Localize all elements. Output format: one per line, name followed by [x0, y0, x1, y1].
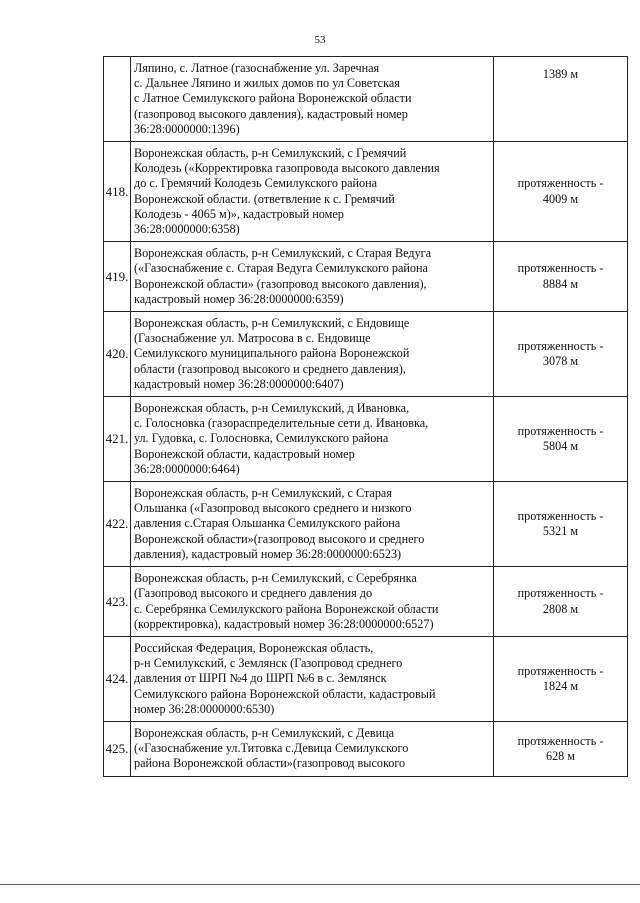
length-value: 8884 м [542, 276, 579, 291]
object-length [494, 567, 628, 637]
object-length [494, 142, 628, 242]
table-row [104, 567, 628, 637]
length-value: 628 м [545, 748, 576, 763]
description-line: до с. Гремячий Колодезь Семилукского района [134, 176, 378, 191]
length-label: протяженность - [517, 663, 604, 678]
length-label: протяженность - [517, 338, 604, 353]
description-line: Колодезь («Корректировка газопровода высокого давления [134, 161, 440, 176]
description-line: давления с.Старая Ольшанка Семилукского района [134, 516, 401, 531]
object-description [131, 312, 494, 397]
description-line: 36:28:0000000:6464) [134, 461, 240, 476]
description-line: 36:28:0000000:6358) [134, 222, 240, 237]
description-line: («Газоснабжение ул.Титовка с.Девица Семилукского [134, 741, 409, 756]
description-line: Воронежской области, кадастровый номер [134, 446, 355, 461]
object-length [494, 397, 628, 482]
description-line: (корректировка), кадастровый номер 36:28:0000000:6527) [134, 616, 434, 631]
description-line: Воронежская область, р-н Семилукский, с Девица [134, 725, 395, 740]
table-row [104, 142, 628, 242]
registry-table [103, 56, 628, 777]
table-row [104, 721, 628, 776]
description-line: Воронежской области» (газопровод высокого давления), [134, 276, 427, 291]
length-value: 3078 м [542, 354, 579, 369]
description-line: Воронежская область, р-н Семилукский, с Старая [134, 486, 392, 501]
table-row [104, 312, 628, 397]
description-line: (Газоснабжение ул. Матросова в с. Ендовище [134, 331, 371, 346]
length-value: 4009 м [542, 191, 579, 206]
object-description [131, 57, 494, 142]
description-line: Ольшанка («Газопровод высокого среднего и низкого [134, 501, 412, 516]
length-label: протяженность - [517, 261, 604, 276]
object-length [494, 482, 628, 567]
table-row [104, 57, 628, 142]
description-line: Воронежской области»(газопровод высокого и среднего [134, 531, 425, 546]
object-description [131, 636, 494, 721]
object-description [131, 142, 494, 242]
object-length [494, 721, 628, 776]
length-value: 1389 м [542, 67, 579, 81]
description-line: ул. Гудовка, с. Голосновка, Семилукского района [134, 431, 389, 446]
object-length [494, 242, 628, 312]
description-line: Семилукского муниципального района Воронежской [134, 346, 410, 361]
description-line: кадастровый номер 36:28:0000000:6359) [134, 291, 344, 306]
object-description [131, 242, 494, 312]
table-row [104, 482, 628, 567]
description-line: Воронежская область, р-н Семилукский, с Старая Ведуга [134, 246, 432, 261]
page-bottom-rule [0, 884, 640, 885]
length-label: протяженность - [517, 423, 604, 438]
description-line: Воронежская область, р-н Семилукский, с Ендовище [134, 316, 410, 331]
description-line: с. Дальнее Ляпино и жилых домов по ул Советская [134, 76, 400, 91]
length-value: 1824 м [542, 678, 579, 693]
table-row [104, 397, 628, 482]
object-length [494, 636, 628, 721]
description-line: («Газоснабжение с. Старая Ведуга Семилукского района [134, 261, 428, 276]
length-value: 5321 м [542, 524, 579, 539]
object-description [131, 397, 494, 482]
description-line: 36:28:0000000:1396) [134, 121, 240, 136]
table-row [104, 242, 628, 312]
length-label: протяженность - [517, 733, 604, 748]
description-line: Воронежской области. (ответвление к с. Гремячий [134, 191, 395, 206]
object-description [131, 721, 494, 776]
description-line: Семилукского района Воронежской области, кадастровый [134, 686, 436, 701]
description-line: давления), кадастровый номер 36:28:0000000:6523) [134, 546, 402, 561]
description-line: Колодезь - 4065 м)», кадастровый номер [134, 206, 344, 221]
row-number: 421. [104, 397, 131, 482]
description-line: давления от ШРП №4 до ШРП №6 в с. Землянск [134, 671, 387, 686]
object-description [131, 567, 494, 637]
description-line: (Газопровод высокого и среднего давления до [134, 586, 373, 601]
row-number: 425. [104, 721, 131, 776]
description-line: Воронежская область, р-н Семилукский, с Гремячий [134, 146, 407, 161]
description-line: Российская Федерация, Воронежская область, [134, 640, 374, 655]
row-number: 420. [104, 312, 131, 397]
row-number: 419. [104, 242, 131, 312]
description-line: области (газопровод высокого и среднего давления), [134, 361, 406, 376]
description-line: с. Голосновка (газораспределительные сети д. Ивановка, [134, 416, 429, 431]
length-label: протяженность - [517, 176, 604, 191]
description-line: района Воронежской области»(газопровод высокого [134, 756, 406, 771]
description-line: (газопровод высокого давления), кадастровый номер [134, 106, 408, 121]
page-number: 53 [314, 34, 326, 46]
description-line: с Латное Семилукского района Воронежской области [134, 91, 412, 106]
description-line: кадастровый номер 36:28:0000000:6407) [134, 376, 344, 391]
description-line: номер 36:28:0000000:6530) [134, 701, 275, 716]
description-line: р-н Семилукский, с Землянск (Газопровод среднего [134, 656, 403, 671]
object-description [131, 482, 494, 567]
description-line: Воронежская область, р-н Семилукский, с Серебрянка [134, 571, 417, 586]
row-number: 424. [104, 636, 131, 721]
description-line: Ляпино, с. Латное (газоснабжение ул. Заречная [134, 61, 380, 75]
length-label: протяженность - [517, 586, 604, 601]
length-label: протяженность - [517, 508, 604, 523]
table-row [104, 636, 628, 721]
row-number: 418. [104, 142, 131, 242]
row-number: 423. [104, 567, 131, 637]
length-value: 5804 м [542, 439, 579, 454]
row-number [104, 57, 131, 142]
description-line: Воронежская область, р-н Семилукский, д Ивановка, [134, 401, 410, 416]
object-length [494, 57, 628, 142]
object-length [494, 312, 628, 397]
description-line: с. Серебрянка Семилукского района Воронежской области [134, 601, 439, 616]
length-value: 2808 м [542, 601, 579, 616]
row-number: 422. [104, 482, 131, 567]
